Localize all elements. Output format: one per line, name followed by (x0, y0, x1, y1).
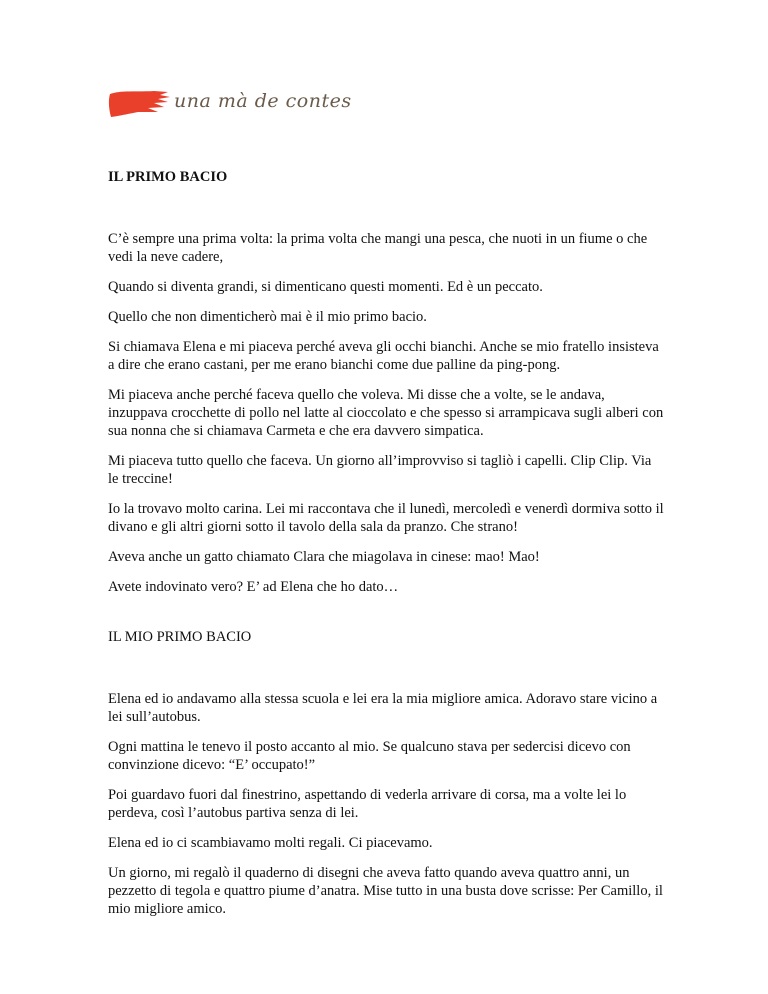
paragraph: Quello che non dimenticherò mai è il mio primo bacio. (108, 309, 427, 325)
paragraph: Quando si diventa grandi, si dimenticano questi momenti. Ed è un peccato. (108, 279, 543, 295)
paragraph: Mi piaceva tutto quello che faceva. Un giorno all’improvviso si tagliò i capelli. Clip Clip. Via le treccine! (108, 453, 652, 487)
document-body (108, 168, 664, 930)
paragraph: C’è sempre una prima volta: la prima volta che mangi una pesca, che nuoti in un fiume o che vedi la neve cadere, (108, 231, 648, 265)
logo-text: una mà de contes (174, 90, 352, 112)
paragraph: Io la trovavo molto carina. Lei mi raccontava che il lunedì, mercoledì e venerdì dormiva sotto il divano e gli altri giorni sotto il tavolo della sala da pranzo. Che strano! (108, 501, 664, 535)
paragraph: Avete indovinato vero? E’ ad Elena che ho dato… (108, 579, 399, 595)
paragraph: Un giorno, mi regalò il quaderno di disegni che aveva fatto quando aveva quattro anni, un pezzetto di tegola e quattro piume d’anatra. Mise tutto in una busta dove scrisse: Per Camillo, il mio migliore amico. (108, 865, 663, 917)
paragraph: Si chiamava Elena e mi piaceva perché aveva gli occhi bianchi. Anche se mio fratello insisteva a dire che erano castani, per me erano bianchi come due palline da ping-pong. (108, 339, 659, 373)
logo (108, 86, 352, 122)
paragraph: Aveva anche un gatto chiamato Clara che miagolava in cinese: mao! Mao! (108, 549, 540, 565)
paragraph: Poi guardavo fuori dal finestrino, aspettando di vederla arrivare di corsa, ma a volte lei lo perdeva, così l’autobus partiva senza di lei. (108, 787, 627, 821)
section-2 (108, 690, 664, 918)
paragraph: Ogni mattina le tenevo il posto accanto al mio. Se qualcuno stava per sedercisi dicevo con convinzione dicevo: “E’ occupato!” (108, 739, 631, 773)
paragraph: Elena ed io ci scambiavamo molti regali. Ci piacevamo. (108, 835, 433, 851)
brush-stroke-icon (108, 86, 172, 122)
section-1 (108, 230, 664, 596)
paragraph: Elena ed io andavamo alla stessa scuola e lei era la mia migliore amica. Adoravo stare vicino a lei sull’autobus. (108, 691, 658, 725)
title-primo-bacio: IL PRIMO BACIO (108, 169, 228, 185)
title-mio-primo-bacio: IL MIO PRIMO BACIO (108, 629, 252, 645)
paragraph: Mi piaceva anche perché faceva quello che voleva. Mi disse che a volte, se le andava, inzuppava crocchette di pollo nel latte al cioccolato e che spesso si arrampicava sugli alberi con sua nonna che si chiamava Carmeta e che era davvero simpatica. (108, 387, 664, 439)
